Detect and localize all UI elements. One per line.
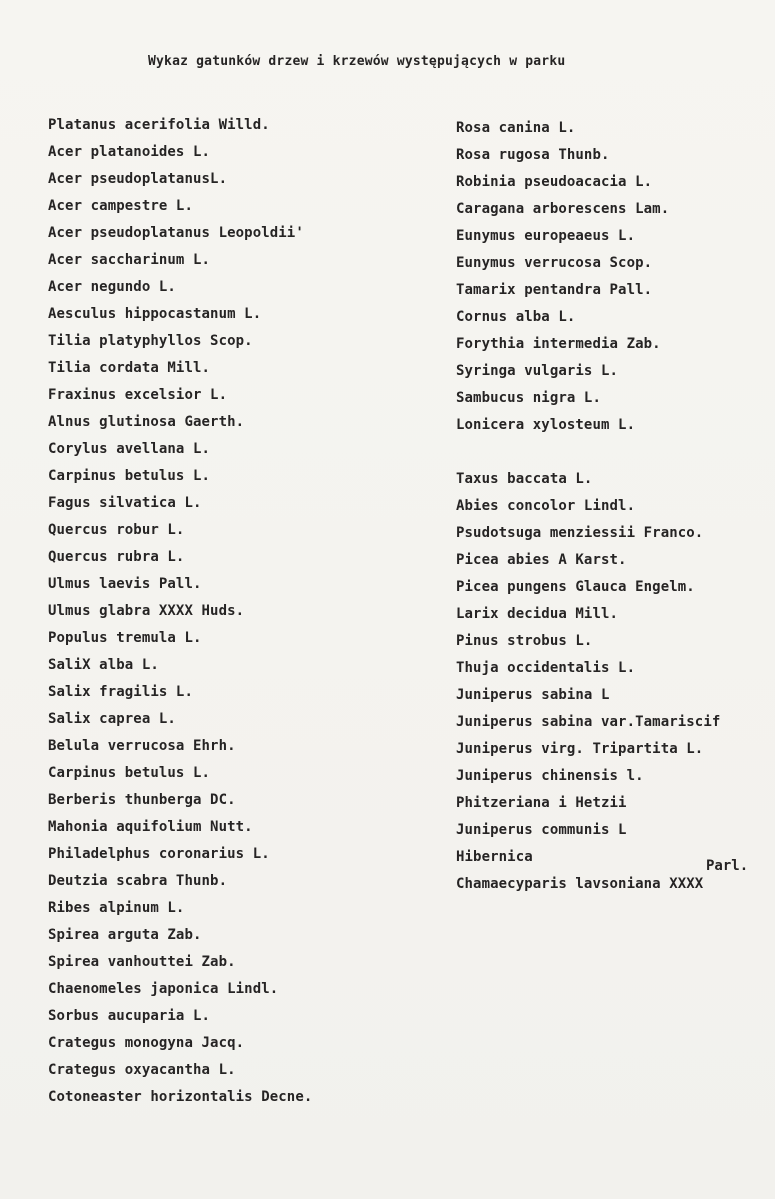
list-item: Juniperus sabina L bbox=[456, 687, 610, 703]
list-item: Chamaecyparis lavsoniana XXXX bbox=[456, 876, 704, 892]
list-item: Cotoneaster horizontalis Decne. bbox=[48, 1089, 313, 1105]
list-item: Salix caprea L. bbox=[48, 711, 176, 727]
list-item: Alnus glutinosa Gaerth. bbox=[48, 414, 245, 430]
list-item: Platanus acerifolia Willd. bbox=[48, 117, 270, 133]
margin-note: Parl. bbox=[706, 858, 749, 874]
list-item: Picea pungens Glauca Engelm. bbox=[456, 579, 695, 595]
list-item: Thuja occidentalis L. bbox=[456, 660, 636, 676]
list-item: Eunymus verrucosa Scop. bbox=[456, 255, 653, 271]
list-item: Crategus oxyacantha L. bbox=[48, 1062, 236, 1078]
list-item: Berberis thunberga DC. bbox=[48, 792, 236, 808]
list-item: Psudotsuga menziessii Franco. bbox=[456, 525, 704, 541]
list-item: Acer pseudoplatanusL. bbox=[48, 171, 228, 187]
list-item: Juniperus communis L bbox=[456, 822, 627, 838]
list-item: Larix decidua Mill. bbox=[456, 606, 619, 622]
list-item: Ulmus laevis Pall. bbox=[48, 576, 202, 592]
list-item: Juniperus chinensis l. bbox=[456, 768, 644, 784]
list-item: Corylus avellana L. bbox=[48, 441, 211, 457]
list-item: Tilia cordata Mill. bbox=[48, 360, 211, 376]
list-item: Chaenomeles japonica Lindl. bbox=[48, 981, 279, 997]
list-item: Pinus strobus L. bbox=[456, 633, 593, 649]
list-item: Sambucus nigra L. bbox=[456, 390, 601, 406]
list-item: Acer pseudoplatanus Leopoldii' bbox=[48, 225, 304, 241]
species-list-left bbox=[48, 112, 312, 1111]
list-item: Rosa canina L. bbox=[456, 120, 576, 136]
list-item: Acer campestre L. bbox=[48, 198, 193, 214]
list-item: Tilia platyphyllos Scop. bbox=[48, 333, 253, 349]
list-item: Hibernica bbox=[456, 849, 533, 865]
list-item: Carpinus betulus L. bbox=[48, 765, 211, 781]
list-item: Crategus monogyna Jacq. bbox=[48, 1035, 245, 1051]
list-item: Acer saccharinum L. bbox=[48, 252, 211, 268]
list-item: Carpinus betulus L. bbox=[48, 468, 211, 484]
list-item: Taxus baccata L. bbox=[456, 471, 593, 487]
list-item: Spirea vanhouttei Zab. bbox=[48, 954, 236, 970]
list-item: Populus tremula L. bbox=[48, 630, 202, 646]
list-item: Juniperus virg. Tripartita L. bbox=[456, 741, 704, 757]
list-item: Abies concolor Lindl. bbox=[456, 498, 636, 514]
list-item: Philadelphus coronarius L. bbox=[48, 846, 270, 862]
list-item: Ribes alpinum L. bbox=[48, 900, 185, 916]
list-item: Aesculus hippocastanum L. bbox=[48, 306, 262, 322]
list-item: Fraxinus excelsior L. bbox=[48, 387, 228, 403]
list-item: Ulmus glabra XXXX Huds. bbox=[48, 603, 245, 619]
list-item: Rosa rugosa Thunb. bbox=[456, 147, 610, 163]
list-item: Fagus silvatica L. bbox=[48, 495, 202, 511]
list-item: Syringa vulgaris L. bbox=[456, 363, 619, 379]
list-item: Eunymus europeaeus L. bbox=[456, 228, 636, 244]
list-item: Phitzeriana i Hetzii bbox=[456, 795, 627, 811]
page-title: Wykaz gatunków drzew i krzewów występujących w parku bbox=[148, 54, 566, 69]
list-item: Sorbus aucuparia L. bbox=[48, 1008, 211, 1024]
list-item: SaliX alba L. bbox=[48, 657, 159, 673]
list-item: Acer platanoides L. bbox=[48, 144, 211, 160]
list-item: Mahonia aquifolium Nutt. bbox=[48, 819, 253, 835]
list-item: Salix fragilis L. bbox=[48, 684, 193, 700]
list-item: Forythia intermedia Zab. bbox=[456, 336, 661, 352]
list-item: Deutzia scabra Thunb. bbox=[48, 873, 228, 889]
list-item: Cornus alba L. bbox=[456, 309, 576, 325]
list-item: Spirea arguta Zab. bbox=[48, 927, 202, 943]
list-item: Quercus rubra L. bbox=[48, 549, 185, 565]
list-item: Quercus robur L. bbox=[48, 522, 185, 538]
list-item: Picea abies A Karst. bbox=[456, 552, 627, 568]
list-item: Robinia pseudoacacia L. bbox=[456, 174, 653, 190]
species-list-right bbox=[456, 115, 720, 898]
list-spacer bbox=[456, 439, 720, 466]
list-item: Lonicera xylosteum L. bbox=[456, 417, 636, 433]
list-item: Tamarix pentandra Pall. bbox=[456, 282, 653, 298]
list-item: Juniperus sabina var.Tamariscif bbox=[456, 714, 721, 730]
list-item: Belula verrucosa Ehrh. bbox=[48, 738, 236, 754]
list-item: Acer negundo L. bbox=[48, 279, 176, 295]
list-item: Caragana arborescens Lam. bbox=[456, 201, 670, 217]
